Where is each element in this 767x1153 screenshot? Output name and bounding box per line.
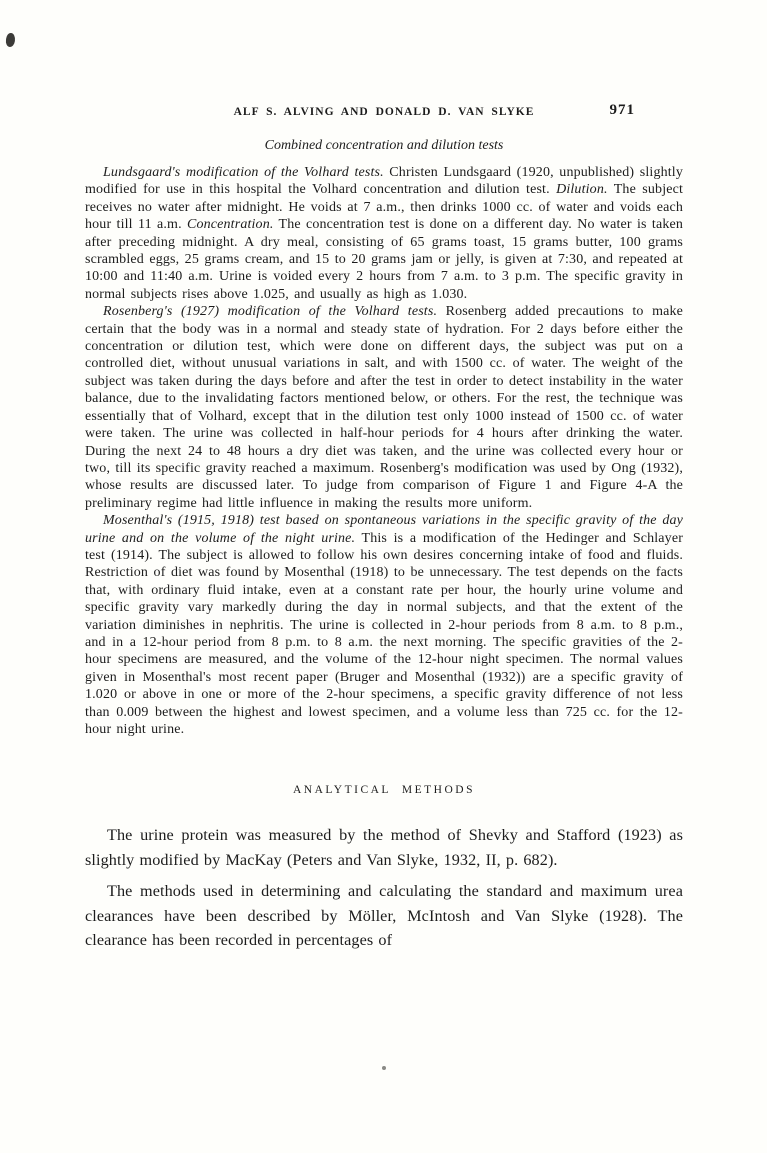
text: The methods used in determining and calculating the standard and maximum urea clearances have been described by Möller, McIntosh and Van Slyke (1928). The clearance has been recorded in percentages of [85,882,683,950]
page-content [85,102,683,952]
running-head [85,102,683,118]
running-title: ALF S. ALVING AND DONALD D. VAN SLYKE [233,106,535,118]
italic-text: Rosenberg's (1927) modification of the Volhard tests. [103,304,438,320]
paragraph [85,823,683,872]
scan-artifact-dot [382,1066,386,1070]
paragraph [85,164,683,303]
paragraph [85,303,683,512]
analytical-methods-heading: ANALYTICAL METHODS [293,784,475,797]
text: This is a modification of the Hedinger and Schlayer test (1914). The subject is allowed to follow his own desires concerning intake of food and fluids. Restriction of diet was found by Mosenthal (1918) to be unnecessary. The test depends on the facts that, with ordinary fluid intake, even at a constant rate per hour, the hourly urine volume and specific gravity vary markedly during the day in normal subjects, and that the extent of the variation diminishes in nephritis. The urine is collected in 2-hour periods from 8 a.m. to 8 p.m., and in a 12-hour period from 8 p.m. to 8 a.m. the next morning. The specific gravities of the 2-hour specimens are measured, and the volume of the 12-hour night specimen. The normal values given in Mosenthal's most recent paper (Bruger and Mosenthal (1932)) are a specific gravity of 1.020 or above in one or more of the 2-hour specimens, a specific gravity difference of not less than 0.009 between the highest and lowest specimen, and a volume less than 725 cc. for the 12-hour night urine. [85,530,683,737]
analytical-paragraphs [85,823,683,952]
italic-text: Mosenthal's (1915, 1918) test based on spontaneous variations in the specific gravity of the day urine and on the volume of the night urine. [85,513,683,546]
section-title: Combined concentration and dilution tests [264,138,504,153]
italic-text: Lundsgaard's modification of the Volhard tests. [103,165,384,180]
text: The concentration test is done on a different day. No water is taken after preceding midnight. A dry meal, consisting of 65 grams toast, 15 grams butter, 100 grams scrambled eggs, 25 grams cream, and 15 to 20 grams jam or jelly, is given at 7:30, and repeated at 10:00 and 11:40 a.m. Urine is voided every 2 hours from 7 a.m. to 3 p.m. The specific gravity in normal subjects rises above 1.025, and usually as high as 1.030. [85,217,683,302]
text: Rosenberg added precautions to make certain that the body was in a normal and steady state of hydration. For 2 days before either the concentration or dilution test, which were done on different days, the subject was put on a controlled diet, without unusual variations in salt, and with 1500 cc. of water. The weight of the subject was taken during the days before and after the test in order to detect instability in the water balance, due to the invalidating factors mentioned below, or others. For the rest, the technique was essentially that of Volhard, except that in the dilution test only 1000 instead of 1500 cc. of water were taken. The urine was collected in half-hour periods for 4 hours after drinking the water. During the next 24 to 48 hours a dry diet was taken, and the urine was collected every hour or two, till its specific gravity reached a maximum. Rosenberg's modification was used by Ong (1932), whose results are discussed later. To judge from comparison of Figure 1 and Figure 4-A the preliminary regime had little influence in making the results more uniform. [85,304,683,511]
page-number: 971 [609,102,635,118]
italic-text: Concentration. [187,217,274,233]
italic-text: Dilution. [556,182,608,198]
body-paragraphs [85,164,683,738]
text: The urine protein was measured by the method of Shevky and Stafford (1923) as slightly modified by MacKay (Peters and Van Slyke, 1932, II, p. 682). [85,826,683,869]
paragraph [85,512,683,738]
paragraph [85,879,683,952]
scan-artifact-topleft [5,32,16,47]
text: Christen Lundsgaard (1920, unpublished) slightly modified for use in this hospital the Volhard concentration and dilution test. [85,165,683,198]
text: The subject receives no water after midnight. He voids at 7 a.m., then drinks 1000 cc. of water and voids each hour till 11 a.m. [85,182,683,233]
